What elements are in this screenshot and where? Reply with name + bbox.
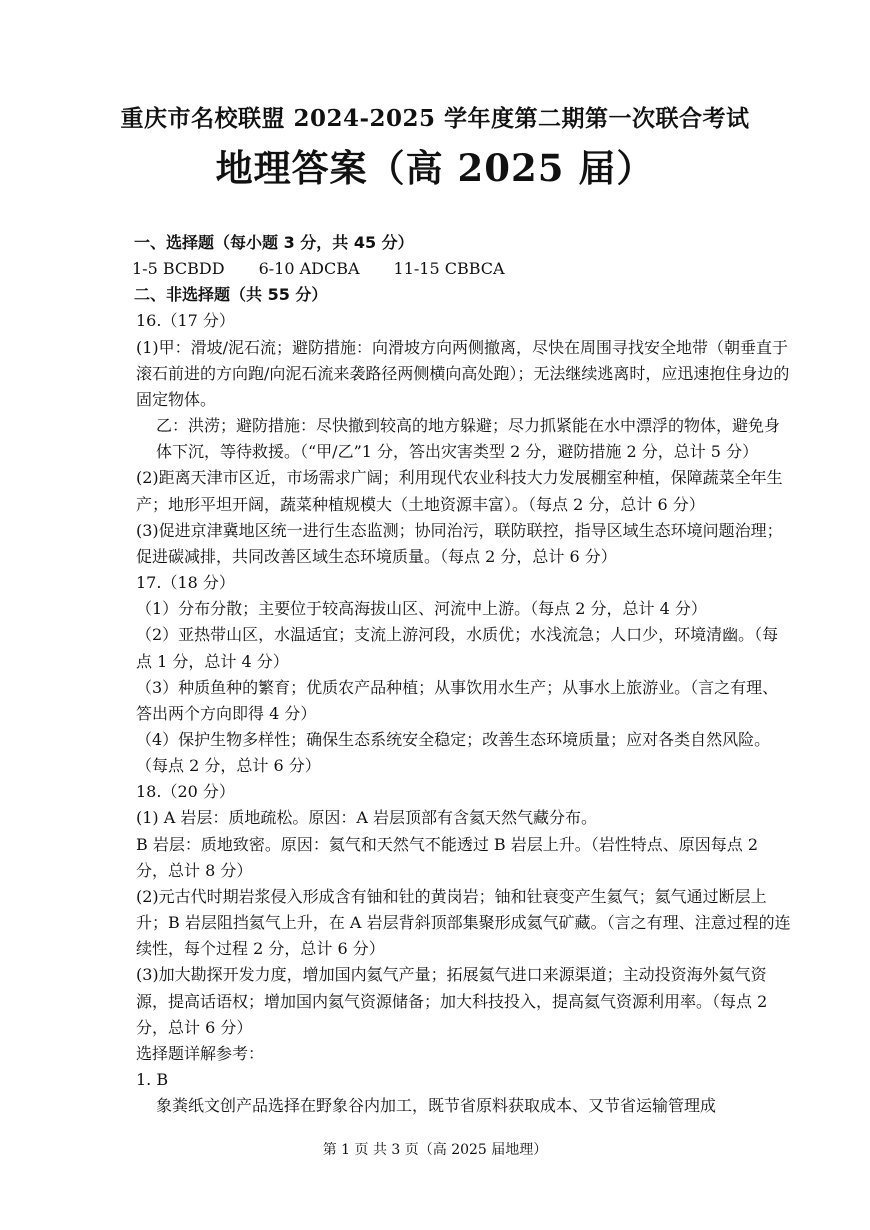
q16-answer-3: (3)促进京津冀地区统一进行生态监测；协同治污，联防联控，指导区域生态环境问题治理；促进碳减排，共同改善区域生态环境质量。（每点 2 分，总计 6 分） [136, 520, 783, 566]
question-16-title: 16.（17 分） [136, 311, 235, 331]
answer-key-title: 地理答案（高 2025 届） [215, 146, 655, 190]
explanation-item-1: 1. B [136, 1070, 169, 1089]
q16-answer-1b: 乙：洪涝；避防措施：尽快撤到较高的地方躲避；尽力抓紧能在水中漂浮的物体，避免身体下沉，等待救援。（“甲/乙”1 分，答出灾害类型 2 分，避防措施 2 分，总计 5 分） [156, 416, 781, 462]
section-heading-non-choice: 二、非选择题（共 55 分） [134, 285, 328, 305]
explanation-heading: 选择题详解参考： [136, 1043, 265, 1063]
exam-title: 重庆市名校联盟 2024-2025 学年度第二期第一次联合考试 [120, 105, 750, 132]
q18-answer-2: (2)元古代时期岩浆侵入形成含有铀和钍的黄岗岩；铀和钍衰变产生氦气；氦气通过断层上升；B 岩层阻挡氦气上升，在 A 岩层背斜顶部集聚形成氦气矿藏。（言之有理、注意过程的连续性，每个过程 2 分，总计 6 分） [136, 886, 791, 959]
choice-answers [114, 256, 794, 282]
section-heading-choice: 一、选择题（每小题 3 分，共 45 分） [134, 233, 414, 252]
q16-answer-1: (1)甲：滑坡/泥石流；避防措施：向滑坡方向两侧撤离，尽快在周围寻找安全地带（朝垂直于滚石前进的方向跑/向泥石流来袭路径两侧横向高处跑）；无法继续逃离时，应迅速抱住身边的固定物体。 [136, 337, 790, 409]
question-17-title: 17.（18 分） [136, 573, 235, 593]
q17-answer-2: （2）亚热带山区，水温适宜；支流上游河段，水质优；水浅流急；人口少，环境清幽。（每点 1 分，总计 4 分） [136, 625, 779, 671]
q17-answer-1: （1）分布分散；主要位于较高海拔山区、河流中上游。（每点 2 分，总计 4 分） [136, 599, 707, 619]
explanation-text-1: 象粪纸文创产品选择在野象谷内加工，既节省原料获取成本、又节省运输管理成 [156, 1096, 717, 1116]
answers-6-10: 6-10 ADCBA [258, 259, 360, 279]
q17-answer-4: （4）保护生物多样性；确保生态系统安全稳定；改善生态环境质量；应对各类自然风险。（每点 2 分，总计 6 分） [136, 729, 771, 776]
q17-answer-3: （3）种质鱼种的繁育；优质农产品种植；从事饮用水生产；从事水上旅游业。（言之有理、答出两个方向即得 4 分） [136, 677, 779, 723]
q18-answer-3: (3)加大勘探开发力度，增加国内氦气产量；拓展氦气进口来源渠道；主动投资海外氦气资源，提高话语权；增加国内氦气资源储备；加大科技投入，提高氦气资源利用率。（每点 2 分，总计 6 分） [136, 965, 768, 1037]
answers-1-5: 1-5 BCBDD [132, 259, 225, 279]
answer-body [114, 230, 794, 1119]
question-18-title: 18.（20 分） [136, 782, 235, 802]
q18-answer-1: (1) A 岩层：质地疏松。原因：A 岩层顶部有含氦天然气藏分布。 [136, 808, 598, 828]
page-footer: 第 1 页 共 3 页（高 2025 届地理） [322, 1142, 548, 1158]
q18-answer-1b: B 岩层：质地致密。原因：氦气和天然气不能透过 B 岩层上升。（岩性特点、原因每点 2 分，总计 8 分） [136, 834, 759, 880]
q16-answer-2: (2)距离天津市区近，市场需求广阔；利用现代农业科技大力发展棚室种植，保障蔬菜全年生产；地形平坦开阔，蔬菜种植规模大（土地资源丰富）。（每点 2 分，总计 6 分） [136, 468, 783, 514]
answers-11-15: 11-15 CBBCA [393, 259, 505, 279]
